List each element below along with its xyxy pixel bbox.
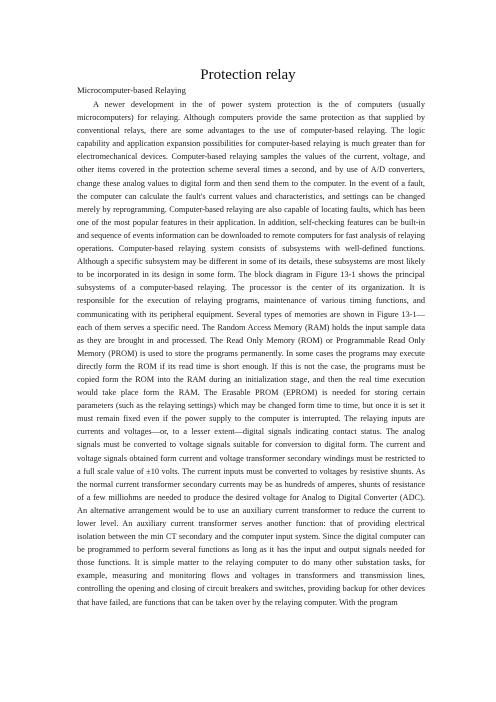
document-title: Protection relay: [200, 67, 296, 83]
body-paragraph: A newer development in the of power system protection is the of computers (usually microcomputers) for relaying. Although computers provide the same protection as that supplied by conventional relays, there are some advantages to the use of computer-based relaying. The logic capability and application expansion possibilities for computer-based relaying is much greater than for electromechanical devices. Computer-based relaying samples the values of the current, voltage, and other items covered in the protection scheme several times a second, and by use of A/D converters, change these analog values to digital form and then send them to the computer. In the event of a fault, the computer can calculate the fault's current values and characteristics, and settings can be changed merely by reprogramming. Computer-based relaying are also capable of locating faults, which has been one of the most popular features in their application. In addition, self-checking features can be built-in and sequence of events information can be downloaded to remote computers for fast analysis of relaying operations. Computer-based relaying system consists of subsystems with well-defined functions. Although a specific subsystem may be different in some of its details, these subsystems are most likely to be incorporated in its design in some form. The block diagram in Figure 13-1 shows the principal subsystems of a computer-based relaying. The processor is the center of its organization. It is responsible for the execution of relaying programs, maintenance of various timing functions, and communicating with its peripheral equipment. Several types of memories are shown in Figure 13-1—each of them serves a specific need. The Random Access Memory (RAM) holds the input sample data as they are brought in and processed. The Read Only Memory (ROM) or Programmable Read Only Memory (PROM) is used to store the programs permanently. In some cases the programs may execute directly form the ROM if its read time is short enough. If this is not the case, the programs must be copied form the ROM into the RAM during an initialization stage, and then the real time execution would take place form the RAM. The Erasable PROM (EPROM) is needed for storing certain parameters (such as the relaying settings) which may be changed form time to time, but once it is set it must remain fixed even if the power supply to the computer is interrupted. The relaying inputs are currents and voltages—or, to a lesser extent—digital signals indicating contact status. The analog signals must be converted to voltage signals suitable for conversion to digital form. The current and voltage signals obtained form current and voltage transformer secondary windings must be restricted to a full scale value of ±10 volts. The current inputs must be converted to voltages by resistive shunts. As the normal current transformer secondary currents may be as hundreds of amperes, shunts of resistance of a few milliohms are needed to produce the desired voltage for Analog to Digital Converter (ADC). An alternative arrangement would be to use an auxiliary current transformer to reduce the current to lower level. An auxiliary current transformer serves another function: that of providing electrical isolation between the min CT secondary and the computer input system. Since the digital computer can be programmed to perform several functions as long as it has the input and output signals needed for those functions. It is simple matter to the relaying computer to do many other substation tasks, for example, measuring and monitoring flows and voltages in transformers and transmission lines, controlling the opening and closing of circuit breakers and switches, providing backup for other devices that have failed, are functions that can be taken over by the relaying computer. With the program: [77, 100, 425, 607]
section-heading: Microcomputer-based Relaying: [77, 85, 186, 95]
